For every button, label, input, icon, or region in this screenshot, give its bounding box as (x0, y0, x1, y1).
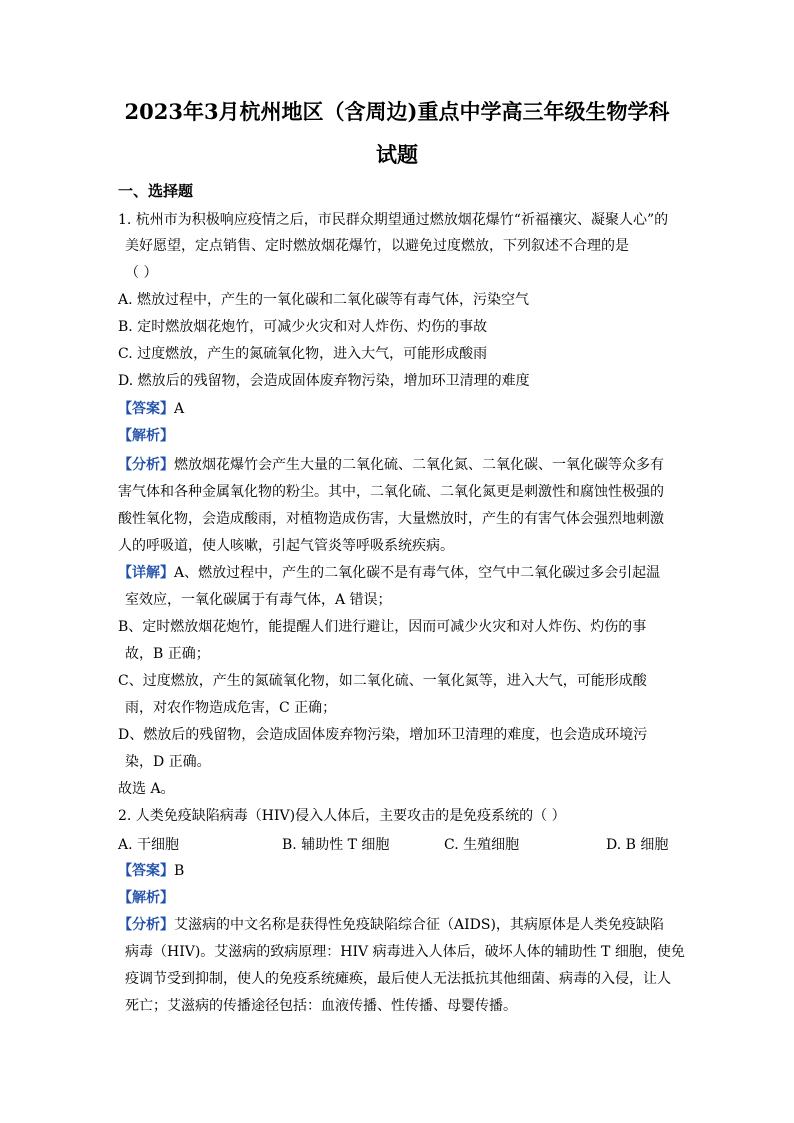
q1-fenxi-line-2: 害气体和各种金属氧化物的粉尘。其中，二氧化硫、二氧化氮更是刺激性和腐蚀性极强的 (118, 484, 664, 500)
q2-analysis-tag: 【解析】 (118, 890, 174, 906)
q1-xiangjie-line-1 (118, 563, 660, 583)
q1-stem-line-1: 1. 杭州市为积极响应疫情之后，市民群众期望通过燃放烟花爆竹“祈福禳灾、凝聚人心”的 (118, 212, 669, 228)
q2-answer (118, 861, 184, 881)
q2-fenxi-line-4: 死亡；艾滋病的传播途径包括：血液传播、性传播、母婴传播。 (125, 998, 517, 1014)
q1-conclusion: 故选 A。 (118, 781, 175, 797)
q1-option-c: C. 过度燃放，产生的氮硫氧化物，进入大气，可能形成酸雨 (118, 346, 488, 362)
q1-xiangjie-line-5: C、过度燃放，产生的氮硫氧化物，如二氧化硫、一氧化氮等，进入大气，可能形成酸 (118, 673, 647, 689)
document-title-line-1: 2023年3月杭州地区（含周边)重点中学高三年级生物学科 (124, 99, 670, 124)
q2-option-b: B. 辅助性 T 细胞 (282, 837, 390, 853)
q1-xiangjie-line-4: 故，B 正确； (125, 646, 210, 662)
q1-answer-value: A (174, 401, 185, 417)
q2-fenxi-tag: 【分析】 (118, 917, 174, 933)
q2-answer-tag: 【答案】 (118, 863, 174, 879)
q1-answer-tag: 【答案】 (118, 401, 174, 417)
q1-fenxi-line-4: 人的呼吸道，使人咳嗽，引起气管炎等呼吸系统疾病。 (118, 538, 454, 554)
q2-option-d: D. B 细胞 (606, 837, 669, 853)
q1-option-b: B. 定时燃放烟花炮竹，可减少火灾和对人炸伤、灼伤的事故 (118, 319, 488, 335)
q1-xiangjie-line-6: 雨，对农作物造成危害，C 正确； (125, 700, 337, 716)
q1-xiangjie-tag: 【详解】 (118, 565, 174, 581)
q1-fenxi-line-1 (118, 455, 664, 475)
q2-option-c: C. 生殖细胞 (444, 837, 520, 853)
q2-fenxi-text-1: 艾滋病的中文名称是获得性免疫缺陷综合征（AIDS)，其病原体是人类免疫缺陷 (174, 917, 664, 933)
q1-xiangjie-line-8: 染，D 正确。 (125, 754, 211, 770)
q1-option-a: A. 燃放过程中，产生的一氧化碳和二氧化碳等有毒气体，污染空气 (118, 292, 530, 308)
document-title-line-2: 试题 (376, 142, 418, 167)
q1-option-d: D. 燃放后的残留物，会造成固体废弃物污染，增加环卫清理的难度 (118, 373, 530, 389)
q2-fenxi-line-2: 病毒（HIV)。艾滋病的致病原理：HIV 病毒进入人体后，破坏人体的辅助性 T 细胞，使免 (125, 944, 685, 960)
q1-fenxi-tag: 【分析】 (118, 457, 174, 473)
q1-fenxi-line-3: 酸性氧化物，会造成酸雨，对植物造成伤害，大量燃放时，产生的有害气体会强烈地刺激 (118, 511, 664, 527)
q1-stem-line-3: （ ） (125, 265, 158, 281)
q1-analysis-heading (118, 426, 174, 446)
q1-stem-line-2: 美好愿望，定点销售、定时燃放烟花爆竹，以避免过度燃放，下列叙述不合理的是 (125, 238, 629, 254)
q1-analysis-tag: 【解析】 (118, 428, 174, 444)
q1-xiangjie-line-2: 室效应，一氧化碳属于有毒气体，A 错误； (125, 592, 392, 608)
q2-fenxi-line-3: 疫调节受到抑制，使人的免疫系统瘫痪，最后使人无法抵抗其他细菌、病毒的入侵，让人 (125, 971, 671, 987)
q1-answer (118, 399, 184, 419)
q2-answer-value: B (174, 863, 185, 879)
q1-fenxi-text-1: 燃放烟花爆竹会产生大量的二氧化硫、二氧化氮、二氧化碳、一氧化碳等众多有 (174, 457, 664, 473)
q1-xiangjie-text-1: A、燃放过程中，产生的二氧化碳不是有毒气体，空气中二氧化碳过多会引起温 (174, 565, 661, 581)
q1-xiangjie-line-7: D、燃放后的残留物，会造成固体废弃物污染，增加环卫清理的难度，也会造成环境污 (118, 727, 648, 743)
section-heading: 一、选择题 (118, 182, 194, 200)
q2-fenxi-line-1 (118, 915, 664, 935)
q2-analysis-heading (118, 888, 174, 908)
q2-stem: 2. 人类免疫缺陷病毒（HIV)侵入人体后，主要攻击的是免疫系统的（ ） (118, 808, 566, 824)
q2-option-a: A. 干细胞 (118, 837, 180, 853)
q1-xiangjie-line-3: B、定时燃放烟花炮竹，能提醒人们进行避让，因而可减少火灾和对人炸伤、灼伤的事 (118, 619, 647, 635)
